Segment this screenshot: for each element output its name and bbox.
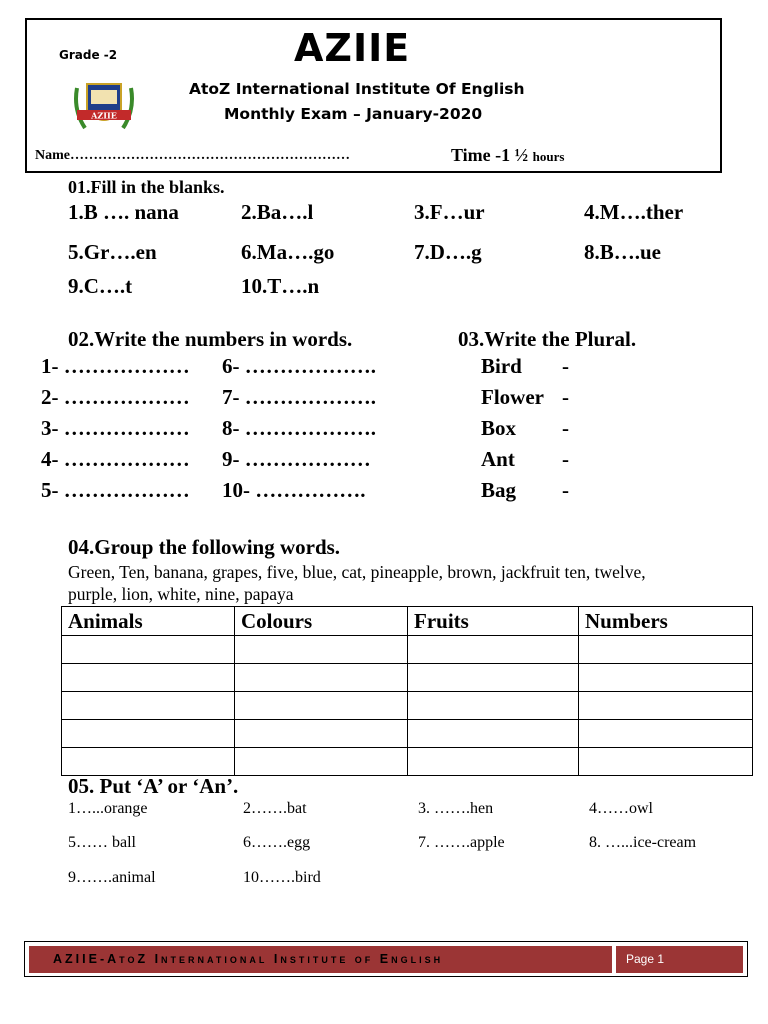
plural-dash: -: [562, 416, 569, 440]
time-unit: hours: [532, 149, 565, 164]
answer-cell[interactable]: [408, 692, 579, 720]
article-item: 7. …….apple: [418, 834, 505, 851]
table-row: [62, 720, 753, 748]
institute-name: AtoZ International Institute Of English: [189, 80, 525, 98]
article-item: 10…….bird: [243, 869, 321, 886]
number-line: 8- ……………….: [222, 416, 376, 440]
answer-cell[interactable]: [62, 692, 235, 720]
plural-dash: -: [562, 354, 569, 378]
plural-word: Ant: [481, 447, 515, 471]
plural-word: Bag: [481, 478, 517, 502]
answer-cell[interactable]: [579, 748, 753, 776]
col-animals: Animals: [62, 607, 235, 636]
page-number: Page 1: [616, 946, 743, 973]
answer-cell[interactable]: [235, 720, 408, 748]
number-line: 2- ………………: [41, 385, 190, 409]
answer-cell[interactable]: [408, 636, 579, 664]
answer-cell[interactable]: [62, 664, 235, 692]
q1-item: 4.M….ther: [584, 200, 684, 224]
page-footer: [24, 941, 748, 977]
plural-word: Box: [481, 416, 517, 440]
table-row: [62, 692, 753, 720]
article-item: 8. …...ice-cream: [589, 834, 697, 851]
q1-title: 01.Fill in the blanks.: [68, 177, 225, 197]
q1-item: 9.C….t: [68, 274, 133, 298]
time-label: [451, 145, 564, 166]
q3-title: 03.Write the Plural.: [458, 327, 637, 351]
article-item: 6…….egg: [243, 834, 311, 851]
institute-logo: [67, 80, 141, 140]
number-line: 1- ………………: [41, 354, 190, 378]
q1-item: 10.T….n: [241, 274, 320, 298]
article-item: 9…….animal: [68, 869, 156, 886]
table-header-row: [62, 607, 753, 636]
answer-cell[interactable]: [408, 664, 579, 692]
number-line: 5- ………………: [41, 478, 190, 502]
q4-words: Green, Ten, banana, grapes, five, blue, cat, pineapple, brown, jackfruit ten, twelve,: [68, 562, 646, 582]
answer-cell[interactable]: [62, 720, 235, 748]
answer-cell[interactable]: [579, 664, 753, 692]
q1-item: 8.B….ue: [584, 240, 662, 264]
col-fruits: Fruits: [408, 607, 579, 636]
answer-cell[interactable]: [579, 692, 753, 720]
number-line: 6- ……………….: [222, 354, 376, 378]
answer-cell[interactable]: [235, 692, 408, 720]
brand-title: AZIIE: [294, 26, 411, 70]
q1-item: 2.Ba….l: [241, 200, 314, 224]
logo-text: AZIIE: [91, 110, 117, 121]
q4-title: 04.Group the following words.: [68, 535, 341, 559]
q4-words: purple, lion, white, nine, papaya: [68, 584, 294, 604]
table-row: [62, 664, 753, 692]
table-row: [62, 748, 753, 776]
time-value: Time -1 ½: [451, 145, 529, 165]
article-item: 3. …….hen: [418, 800, 494, 817]
grade-label: Grade -2: [59, 48, 118, 62]
plural-dash: -: [562, 478, 569, 502]
answer-cell[interactable]: [235, 636, 408, 664]
article-item: 4……owl: [589, 800, 653, 817]
answer-cell[interactable]: [579, 636, 753, 664]
q1-item: 3.F…ur: [414, 200, 485, 224]
plural-dash: -: [562, 447, 569, 471]
number-line: 10- …………….: [222, 478, 366, 502]
answer-cell[interactable]: [235, 748, 408, 776]
article-item: 5…… ball: [68, 834, 136, 851]
q1-item: 1.B …. nana: [68, 200, 179, 224]
q1-item: 6.Ma….go: [241, 240, 335, 264]
answer-cell[interactable]: [408, 720, 579, 748]
q1-item: 5.Gr….en: [68, 240, 157, 264]
plural-dash: -: [562, 385, 569, 409]
q1-item: 7.D….g: [414, 240, 482, 264]
article-item: 1…...orange: [68, 800, 148, 817]
plural-word: Bird: [481, 354, 522, 378]
col-numbers: Numbers: [579, 607, 753, 636]
footer-institute: AZIIE-AtoZ International Institute of English: [29, 946, 612, 973]
q2-title: 02.Write the numbers in words.: [68, 327, 353, 351]
answer-cell[interactable]: [408, 748, 579, 776]
number-line: 3- ………………: [41, 416, 190, 440]
col-colours: Colours: [235, 607, 408, 636]
q5-title: 05. Put ‘A’ or ‘An’.: [68, 774, 239, 798]
article-item: 2…….bat: [243, 800, 307, 817]
answer-cell[interactable]: [235, 664, 408, 692]
answer-cell[interactable]: [62, 636, 235, 664]
group-table: [61, 606, 753, 776]
exam-header: [25, 18, 722, 173]
name-field[interactable]: Name……………………………………………………: [35, 148, 350, 163]
table-row: [62, 636, 753, 664]
answer-cell[interactable]: [579, 720, 753, 748]
plural-word: Flower: [481, 385, 544, 409]
answer-cell[interactable]: [62, 748, 235, 776]
exam-title: Monthly Exam – January-2020: [224, 105, 483, 123]
number-line: 4- ………………: [41, 447, 190, 471]
number-line: 9- ………………: [222, 447, 371, 471]
number-line: 7- ……………….: [222, 385, 376, 409]
